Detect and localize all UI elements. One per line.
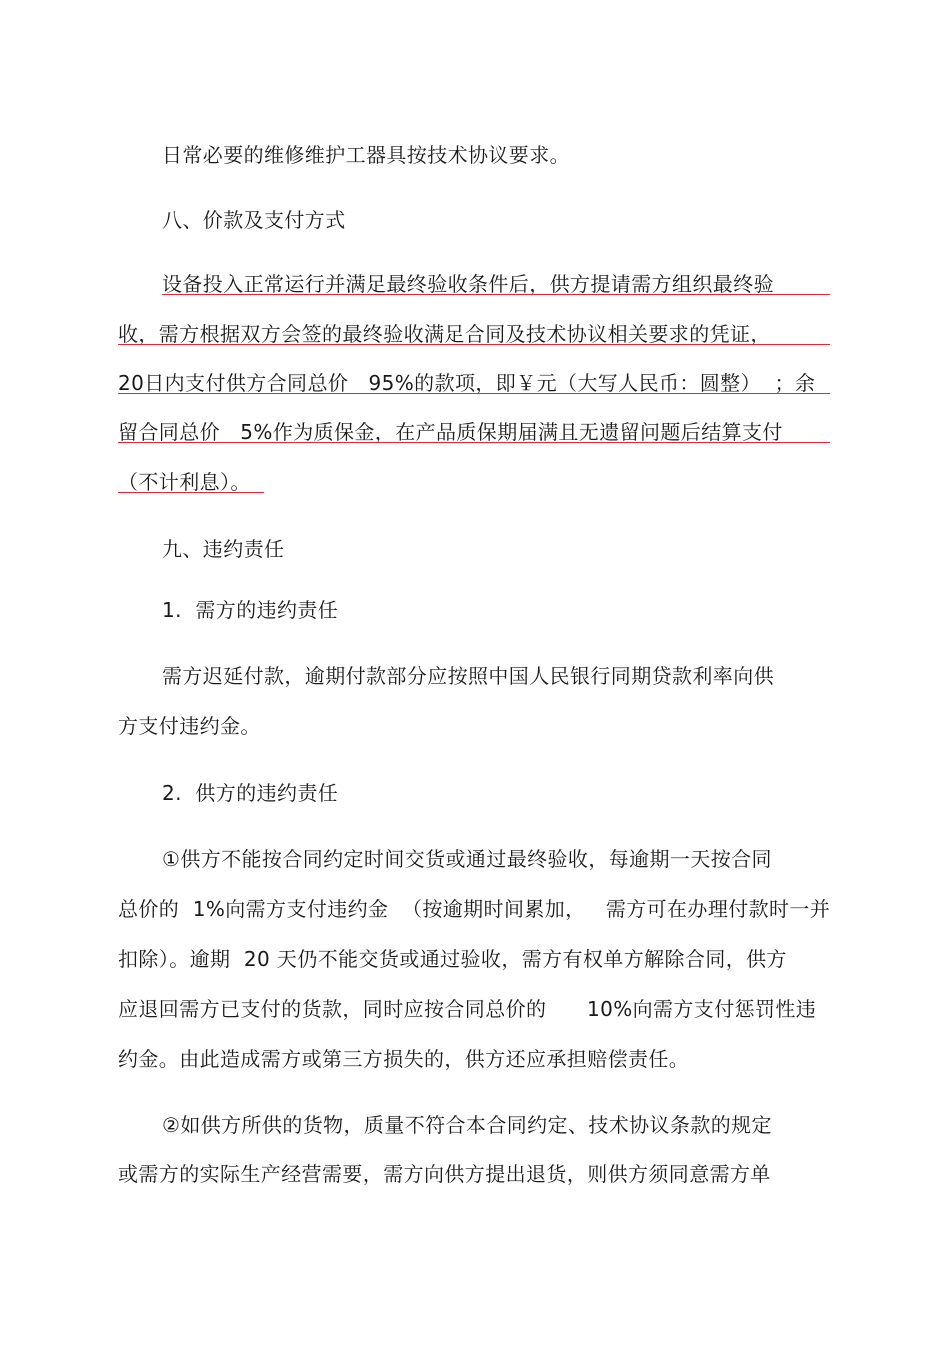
section-heading: 九、违约责任 bbox=[162, 537, 285, 561]
section-heading: 八、价款及支付方式 bbox=[162, 208, 346, 232]
text-line: 扣除）。逾期 20 天仍不能交货或通过验收，需方有权单方解除合同，供方 bbox=[118, 947, 787, 971]
revision-underline bbox=[118, 344, 830, 345]
text-line: 日常必要的维修维护工器具按技术协议要求。 bbox=[162, 143, 570, 167]
revision-underline bbox=[118, 393, 830, 394]
subsection-heading: 2. 供方的违约责任 bbox=[162, 781, 339, 805]
text-line: 留合同总价 5%作为质保金，在产品质保期届满且无遗留问题后结算支付 bbox=[118, 420, 783, 444]
subsection-heading: 1. 需方的违约责任 bbox=[162, 598, 339, 622]
text-line: ①供方不能按合同约定时间交货或通过最终验收，每逾期一天按合同 bbox=[162, 847, 772, 871]
revision-underline bbox=[162, 294, 830, 295]
revision-underline bbox=[118, 492, 264, 493]
revision-underline bbox=[118, 442, 830, 443]
text-line: 需方迟延付款，逾期付款部分应按照中国人民银行同期贷款利率向供 bbox=[162, 664, 774, 688]
text-line: ②如供方所供的货物，质量不符合本合同约定、技术协议条款的规定 bbox=[162, 1113, 772, 1137]
text-line: 收，需方根据双方会签的最终验收满足合同及技术协议相关要求的凭证， bbox=[118, 322, 771, 346]
text-line: 总价的 1%向需方支付违约金 （按逾期时间累加， 需方可在办理付款时一并 bbox=[118, 897, 831, 921]
text-line: 方支付违约金。 bbox=[118, 714, 261, 738]
text-line: 应退回需方已支付的货款，同时应按合同总价的 10%向需方支付惩罚性违 bbox=[118, 997, 817, 1021]
text-line: 约金。由此造成需方或第三方损失的，供方还应承担赔偿责任。 bbox=[118, 1047, 690, 1071]
text-line: 或需方的实际生产经营需要，需方向供方提出退货，则供方须同意需方单 bbox=[118, 1162, 771, 1186]
text-line: 20日内支付供方合同总价 95%的款项，即￥元（大写人民币：圆整） ；余 bbox=[118, 371, 816, 395]
text-line: （不计利息）。 bbox=[118, 470, 251, 494]
text-line: 设备投入正常运行并满足最终验收条件后，供方提请需方组织最终验 bbox=[162, 272, 774, 296]
